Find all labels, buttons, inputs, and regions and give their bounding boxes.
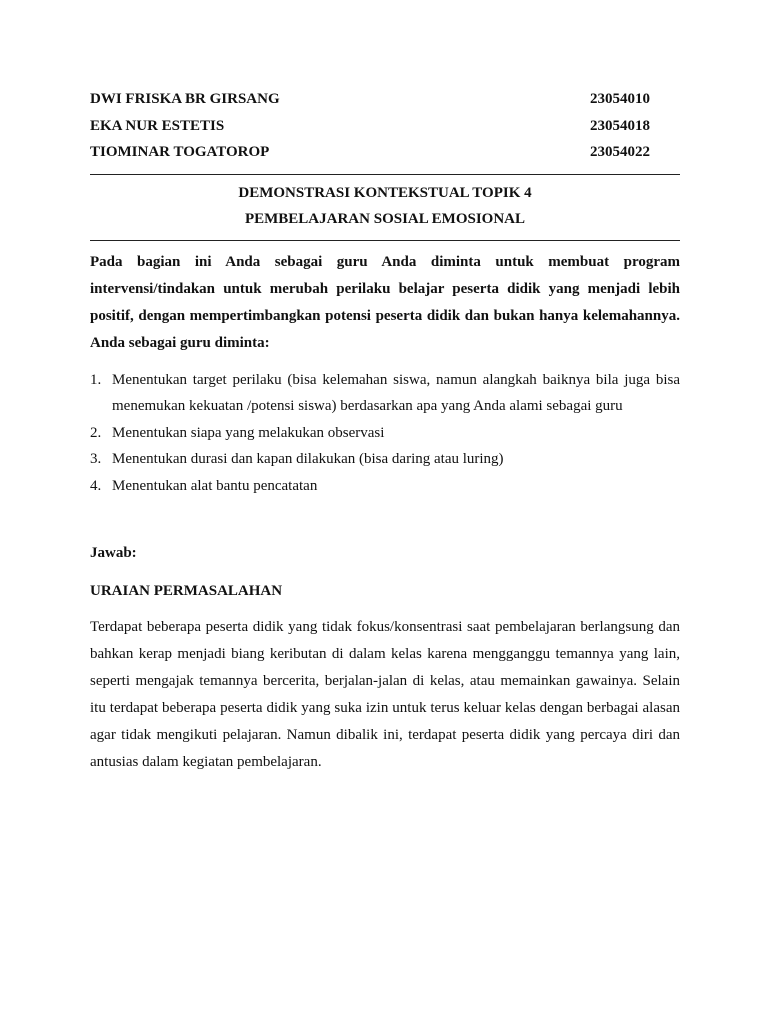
list-item-number: 3. [90,451,102,467]
author-row [90,113,680,140]
document-title [90,175,680,240]
title-line-1: DEMONSTRASI KONTEKSTUAL TOPIK 4 [238,184,532,201]
instruction-paragraph: Pada bagian ini Anda sebagai guru Anda diminta untuk membuat program intervensi/tindakan untuk merubah perilaku belajar peserta didik yang menjadi lebih positif, dengan mempertimbangkan potensi peserta didik dan bukan hanya kelemahannya. Anda sebagai guru diminta: [90,253,680,351]
author-row [90,139,680,166]
list-item-text: Menentukan target perilaku (bisa kelemahan siswa, namun alangkah baiknya bila juga bisa menemukan kekuatan /potensi siswa) berdasarkan apa yang Anda alami sebagai guru [112,371,680,414]
list-item-number: 4. [90,477,102,494]
author-name: TIOMINAR TOGATOROP [90,144,270,160]
title-line-2: PEMBELAJARAN SOSIAL EMOSIONAL [244,210,526,227]
author-nim: 23054010 [590,91,650,107]
answer-label: Jawab: [90,545,137,561]
list-item-text: Menentukan durasi dan kapan dilakukan (bisa daring atau luring) [112,451,504,467]
list-item [90,367,680,420]
author-nim: 23054018 [590,117,650,134]
document-content [90,86,680,776]
author-name: EKA NUR ESTETIS [90,117,225,134]
author-name: DWI FRISKA BR GIRSANG [90,91,280,107]
list-item-text: Menentukan alat bantu pencatatan [112,477,318,494]
problem-description-paragraph: Terdapat beberapa peserta didik yang tidak fokus/konsentrasi saat pembelajaran berlangsung dan bahkan kerap menjadi biang keributan di dalam kelas karena mengganggu temannya yang lain, seperti mengajak temannya bercerita, berjalan-jalan di kelas, atau memainkan gawainya. Selain itu terdapat beberapa peserta didik yang suka izin untuk terus keluar kelas dengan berbagai alasan agar tidak mengikuti pelajaran. Namun dibalik ini, terdapat peserta didik yang percaya diri dan antusias dalam kegiatan pembelajaran. [90,619,680,770]
section-heading: URAIAN PERMASALAHAN [90,583,283,599]
author-row [90,86,680,113]
list-item [90,473,680,500]
list-item-number: 2. [90,424,102,441]
list-item [90,446,680,473]
list-item-number: 1. [90,371,102,388]
list-item [90,420,680,447]
author-nim: 23054022 [590,144,650,160]
task-list [90,367,680,500]
author-list [90,86,680,166]
title-divider [90,240,680,241]
list-item-text: Menentukan siapa yang melakukan observasi [112,424,385,441]
